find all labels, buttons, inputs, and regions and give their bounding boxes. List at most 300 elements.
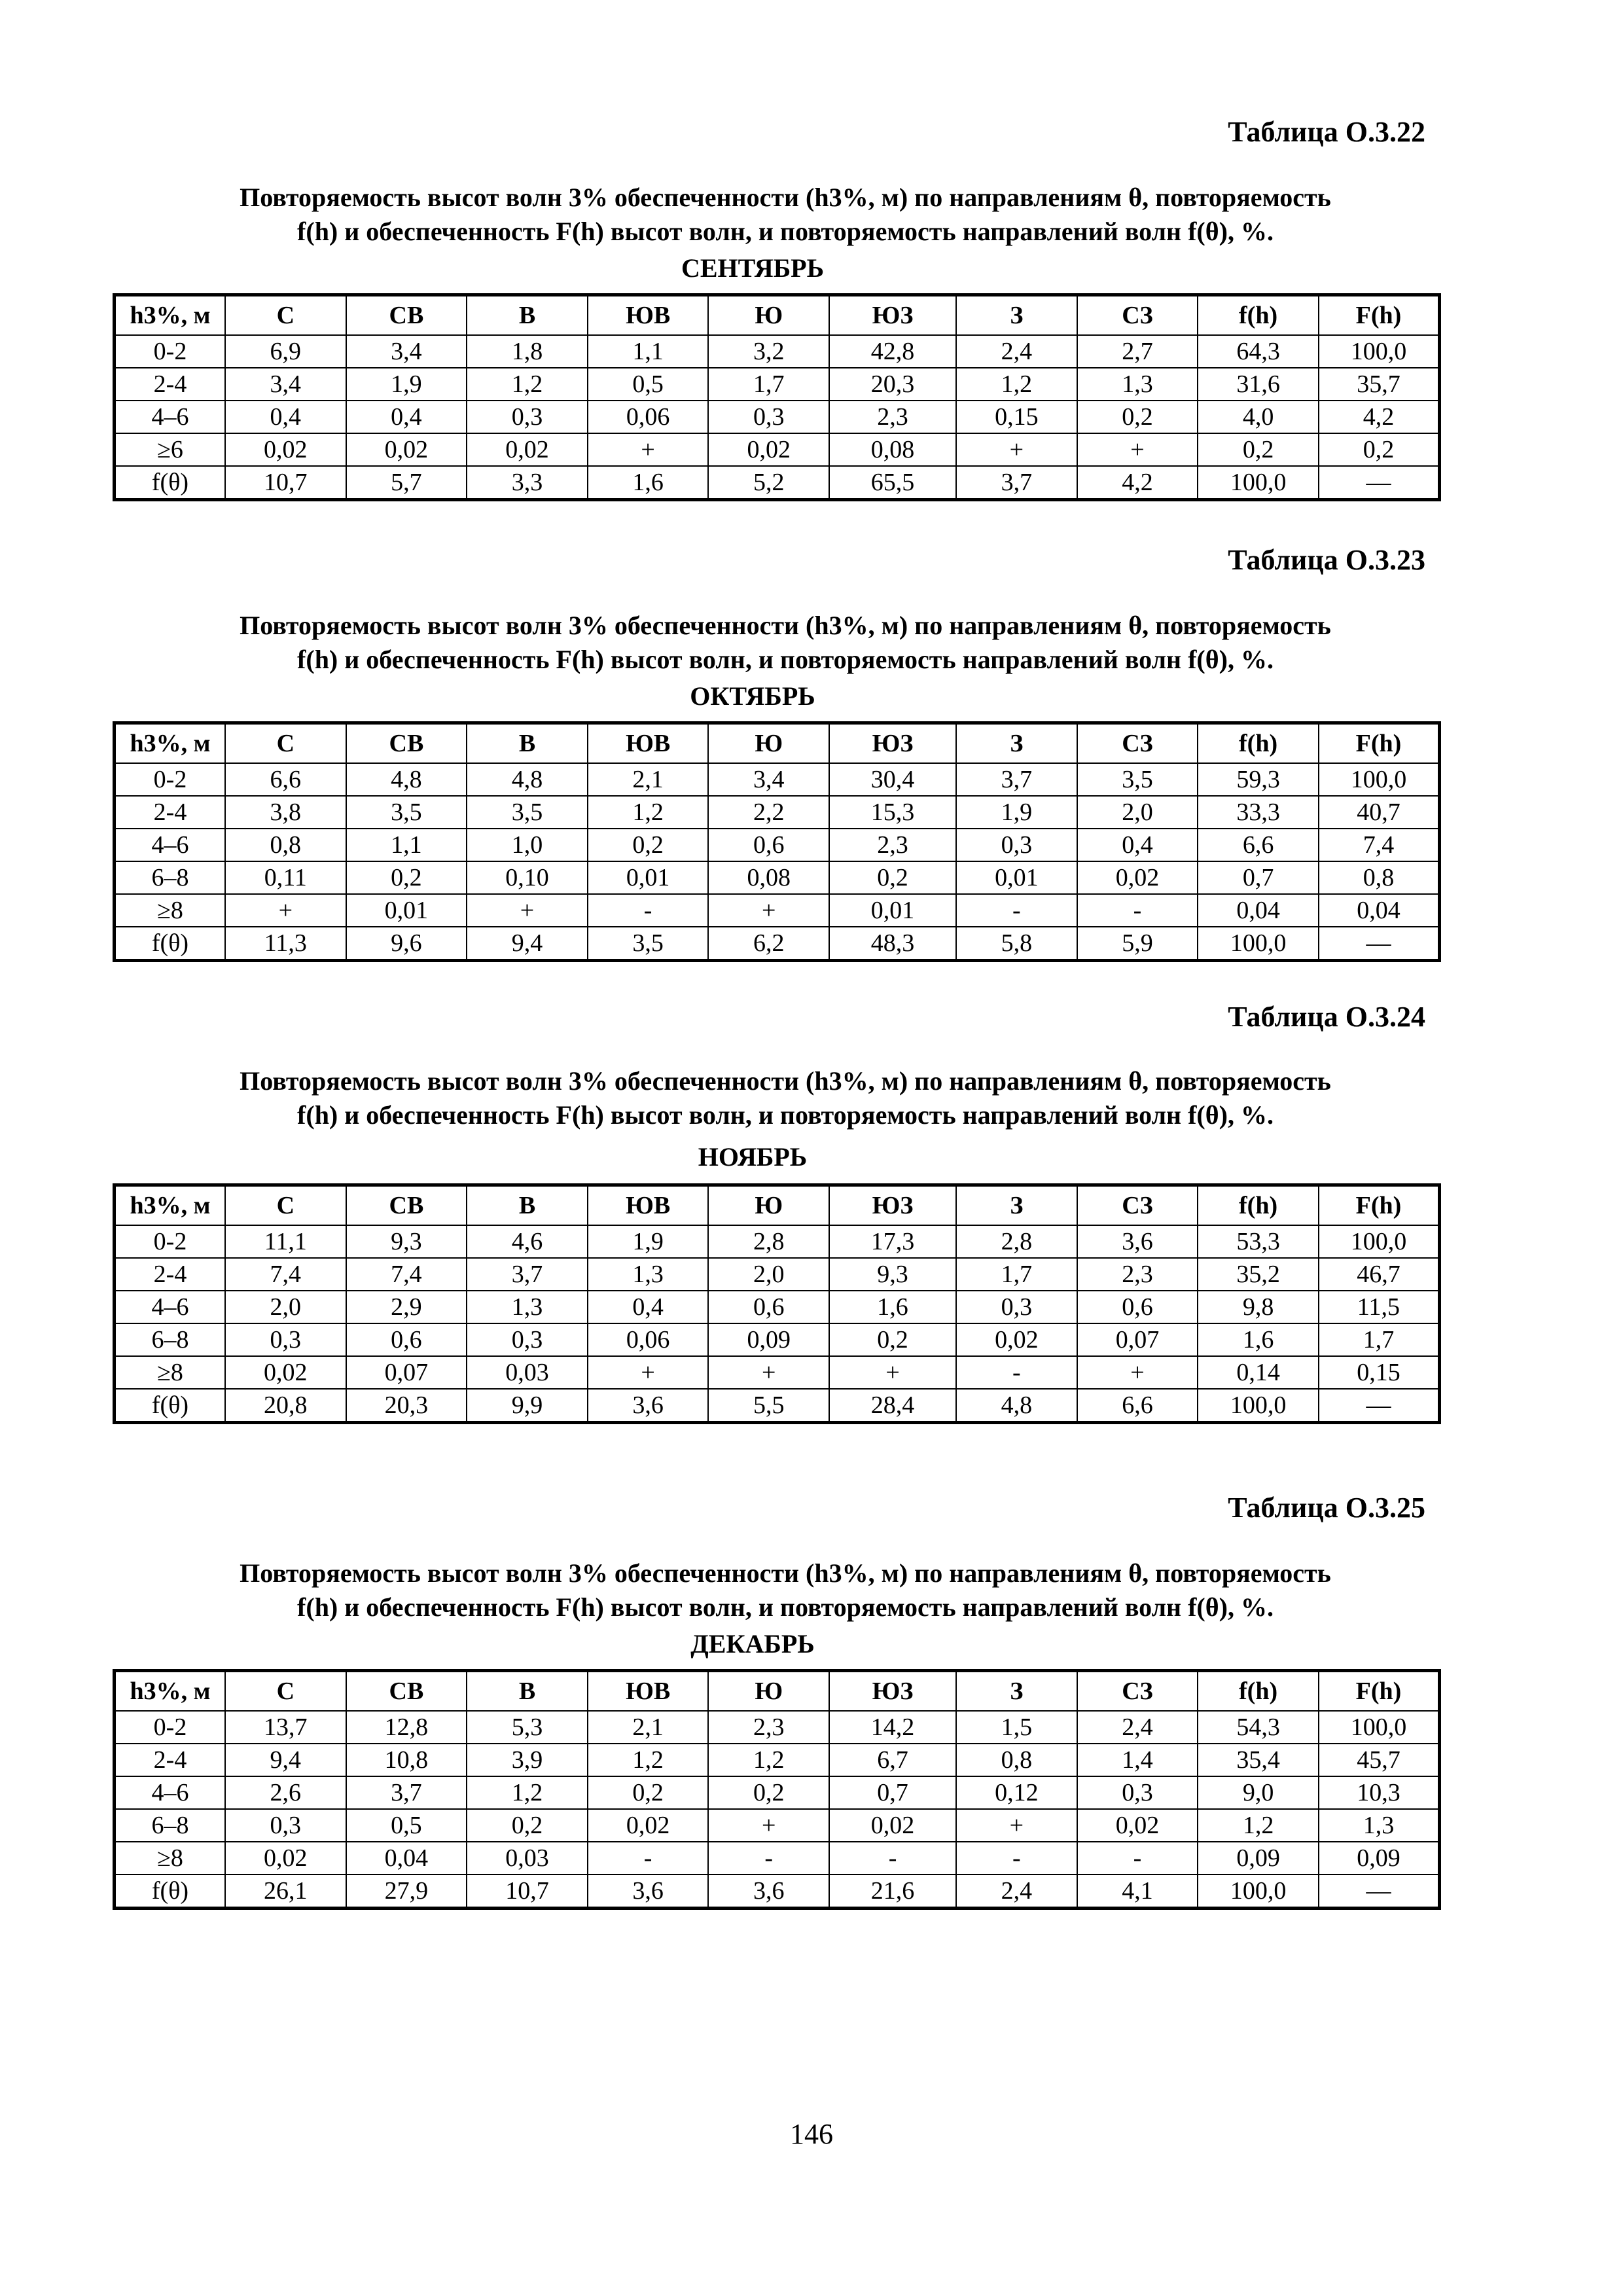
table-cell: 1,3 [1077, 368, 1198, 401]
column-header: С [225, 1185, 346, 1226]
table-cell: 4,8 [346, 763, 467, 796]
table-cell: 3,5 [467, 796, 588, 829]
table-cell: 2,3 [829, 401, 956, 433]
table-cell: 6,6 [1198, 829, 1319, 861]
table-cell: 1,6 [829, 1291, 956, 1323]
table-cell: 31,6 [1198, 368, 1319, 401]
table-cell: 0,08 [829, 433, 956, 466]
column-header: СЗ [1077, 723, 1198, 764]
table-cell: 4,8 [956, 1389, 1077, 1423]
table-cell: 0,14 [1198, 1356, 1319, 1389]
table-cell: 3,4 [708, 763, 829, 796]
table-cell: 27,9 [346, 1874, 467, 1909]
table-cell: 0,01 [346, 894, 467, 927]
table-cell: + [708, 1356, 829, 1389]
table-cell: 28,4 [829, 1389, 956, 1423]
table-cell: - [588, 1842, 709, 1874]
table-row [115, 927, 1440, 961]
table-cell: 0,02 [225, 1842, 346, 1874]
table-cell: 11,3 [225, 927, 346, 961]
column-header: ЮВ [588, 1185, 709, 1226]
month-title: НОЯБРЬ [698, 1142, 808, 1172]
table-header-row [115, 1185, 1440, 1226]
table-cell: 0,3 [956, 1291, 1077, 1323]
table-cell: 0,3 [1077, 1776, 1198, 1809]
row-header-cell: ≥6 [115, 433, 226, 466]
column-header: h3%, м [115, 295, 226, 336]
row-header-cell: ≥8 [115, 1356, 226, 1389]
column-header: С [225, 1671, 346, 1712]
column-header: h3%, м [115, 723, 226, 764]
table-cell: 0,09 [708, 1323, 829, 1356]
column-header: СЗ [1077, 1185, 1198, 1226]
table-cell: 0,4 [588, 1291, 709, 1323]
table-caption [131, 181, 1440, 249]
table-cell: 1,2 [588, 796, 709, 829]
table-cell: 0,01 [956, 861, 1077, 894]
table-cell: 1,6 [1198, 1323, 1319, 1356]
table-row [115, 1842, 1440, 1874]
table-row [115, 1711, 1440, 1744]
table-cell: — [1319, 927, 1440, 961]
table-cell: 0,6 [708, 1291, 829, 1323]
table-cell: 33,3 [1198, 796, 1319, 829]
table-cell: 1,2 [708, 1744, 829, 1776]
table-cell: 0,3 [708, 401, 829, 433]
table-cell: 1,2 [1198, 1809, 1319, 1842]
table-cell: 1,3 [588, 1258, 709, 1291]
table-cell: 100,0 [1319, 763, 1440, 796]
table-cell: 0,11 [225, 861, 346, 894]
table-cell: + [1077, 1356, 1198, 1389]
table-cell: 3,6 [588, 1874, 709, 1909]
table-cell: 1,6 [588, 466, 709, 500]
table-cell: 0,01 [588, 861, 709, 894]
column-header: ЮЗ [829, 295, 956, 336]
row-header-cell: ≥8 [115, 894, 226, 927]
table-cell: 2,9 [346, 1291, 467, 1323]
table-cell: 1,7 [956, 1258, 1077, 1291]
table-cell: 100,0 [1198, 466, 1319, 500]
table-caption [131, 1556, 1440, 1624]
column-header: ЮВ [588, 1671, 709, 1712]
table-cell: 35,2 [1198, 1258, 1319, 1291]
row-header-cell: 6–8 [115, 861, 226, 894]
table-cell: 3,4 [346, 335, 467, 368]
column-header: f(h) [1198, 1185, 1319, 1226]
table-cell: 0,8 [1319, 861, 1440, 894]
table-cell: 0,10 [467, 861, 588, 894]
table-cell: 1,1 [588, 335, 709, 368]
table-cell: 0,2 [588, 829, 709, 861]
column-header: В [467, 723, 588, 764]
table-cell: 100,0 [1198, 1874, 1319, 1909]
table-cell: 1,0 [467, 829, 588, 861]
column-header: СВ [346, 1185, 467, 1226]
row-header-cell: 4–6 [115, 1776, 226, 1809]
table-cell: 0,04 [1198, 894, 1319, 927]
table-cell: - [1077, 894, 1198, 927]
table-cell: 0,3 [956, 829, 1077, 861]
table-cell: 100,0 [1198, 1389, 1319, 1423]
row-header-cell: 2-4 [115, 1744, 226, 1776]
row-header-cell: 2-4 [115, 368, 226, 401]
table-cell: 10,7 [467, 1874, 588, 1909]
table-cell: 9,6 [346, 927, 467, 961]
table-cell: 3,5 [346, 796, 467, 829]
month-title: СЕНТЯБРЬ [681, 253, 825, 283]
table-cell: 1,2 [588, 1744, 709, 1776]
row-header-cell: 0-2 [115, 1225, 226, 1258]
row-header-cell: ≥8 [115, 1842, 226, 1874]
table-cell: 5,3 [467, 1711, 588, 1744]
table-row [115, 1323, 1440, 1356]
table-cell: 0,8 [956, 1744, 1077, 1776]
column-header: f(h) [1198, 1671, 1319, 1712]
table-cell: 0,02 [829, 1809, 956, 1842]
table-cell: 2,1 [588, 763, 709, 796]
table-cell: 2,0 [708, 1258, 829, 1291]
table-cell: 0,02 [467, 433, 588, 466]
table-cell: 0,8 [225, 829, 346, 861]
table-cell: 0,02 [956, 1323, 1077, 1356]
table-cell: - [956, 1842, 1077, 1874]
table-cell: 40,7 [1319, 796, 1440, 829]
column-header: F(h) [1319, 723, 1440, 764]
table-cell: 3,7 [467, 1258, 588, 1291]
row-header-cell: 2-4 [115, 1258, 226, 1291]
wave-table [113, 293, 1441, 501]
table-cell: 14,2 [829, 1711, 956, 1744]
wave-table [113, 1183, 1441, 1424]
table-header-row [115, 295, 1440, 336]
table-cell: 2,0 [1077, 796, 1198, 829]
table-cell: 1,3 [467, 1291, 588, 1323]
table-cell: 5,9 [1077, 927, 1198, 961]
table-cell: - [588, 894, 709, 927]
table-cell: + [956, 433, 1077, 466]
table-cell: + [588, 1356, 709, 1389]
table-cell: 3,6 [1077, 1225, 1198, 1258]
table-cell: — [1319, 1389, 1440, 1423]
table-row [115, 466, 1440, 500]
table-cell: 1,9 [346, 368, 467, 401]
caption-line: f(h) и обеспеченность F(h) высот волн, и повторяемость направлений волн f(θ), %. [297, 1100, 1274, 1130]
table-cell: 35,4 [1198, 1744, 1319, 1776]
column-header: В [467, 1185, 588, 1226]
table-cell: 7,4 [346, 1258, 467, 1291]
table-cell: 53,3 [1198, 1225, 1319, 1258]
column-header: ЮВ [588, 295, 709, 336]
table-header-row [115, 723, 1440, 764]
table-label: Таблица О.3.22 [1228, 116, 1425, 148]
table-cell: 0,02 [1077, 1809, 1198, 1842]
table-cell: 2,0 [225, 1291, 346, 1323]
column-header: ЮЗ [829, 1671, 956, 1712]
table-row [115, 796, 1440, 829]
table-row [115, 1291, 1440, 1323]
caption-line: Повторяемость высот волн 3% обеспеченности (h3%, м) по направлениям θ, повторяемость [240, 611, 1331, 640]
table-cell: — [1319, 1874, 1440, 1909]
table-cell: 0,03 [467, 1842, 588, 1874]
table-cell: 0,2 [1198, 433, 1319, 466]
table-cell: 2,4 [1077, 1711, 1198, 1744]
table-cell: 11,1 [225, 1225, 346, 1258]
table-cell: 59,3 [1198, 763, 1319, 796]
table-cell: 10,3 [1319, 1776, 1440, 1809]
table-cell: 0,3 [225, 1809, 346, 1842]
table-cell: 3,3 [467, 466, 588, 500]
table-cell: 1,9 [588, 1225, 709, 1258]
table-cell: 0,7 [829, 1776, 956, 1809]
row-header-cell: 4–6 [115, 829, 226, 861]
table-cell: 4,0 [1198, 401, 1319, 433]
table-cell: 0,12 [956, 1776, 1077, 1809]
column-header: В [467, 1671, 588, 1712]
table-cell: 2,3 [829, 829, 956, 861]
table-cell: 0,2 [588, 1776, 709, 1809]
table-cell: 4,2 [1319, 401, 1440, 433]
table-cell: + [467, 894, 588, 927]
table-cell: 100,0 [1319, 1225, 1440, 1258]
table-cell: 0,3 [467, 401, 588, 433]
table-cell: 5,5 [708, 1389, 829, 1423]
column-header: СВ [346, 1671, 467, 1712]
table-cell: 5,2 [708, 466, 829, 500]
caption-line: Повторяемость высот волн 3% обеспеченности (h3%, м) по направлениям θ, повторяемость [240, 1066, 1331, 1096]
table-row [115, 763, 1440, 796]
table-cell: 0,15 [956, 401, 1077, 433]
table-cell: 0,02 [225, 433, 346, 466]
table-cell: 2,3 [1077, 1258, 1198, 1291]
column-header: ЮЗ [829, 1185, 956, 1226]
table-cell: 0,7 [1198, 861, 1319, 894]
column-header: В [467, 295, 588, 336]
table-cell: 100,0 [1319, 1711, 1440, 1744]
wave-table [113, 1669, 1441, 1910]
table-cell: 0,4 [346, 401, 467, 433]
table-cell: 9,0 [1198, 1776, 1319, 1809]
caption-line: f(h) и обеспеченность F(h) высот волн, и повторяемость направлений волн f(θ), %. [297, 645, 1274, 674]
table-cell: 0,15 [1319, 1356, 1440, 1389]
table-cell: 13,7 [225, 1711, 346, 1744]
table-cell: 0,2 [708, 1776, 829, 1809]
table-cell: 9,4 [225, 1744, 346, 1776]
row-header-cell: 0-2 [115, 1711, 226, 1744]
column-header: СЗ [1077, 295, 1198, 336]
row-header-cell: 0-2 [115, 335, 226, 368]
table-header-row [115, 1671, 1440, 1712]
table-cell: 45,7 [1319, 1744, 1440, 1776]
table-cell: 0,5 [346, 1809, 467, 1842]
table-cell: 26,1 [225, 1874, 346, 1909]
table-cell: 100,0 [1319, 335, 1440, 368]
table-cell: 0,3 [225, 1323, 346, 1356]
table-cell: 3,6 [588, 1389, 709, 1423]
column-header: F(h) [1319, 1185, 1440, 1226]
table-cell: 1,7 [708, 368, 829, 401]
table-cell: 0,06 [588, 1323, 709, 1356]
month-title: ДЕКАБРЬ [690, 1629, 815, 1659]
row-header-cell: 6–8 [115, 1809, 226, 1842]
table-caption [131, 1064, 1440, 1132]
table-cell: 10,7 [225, 466, 346, 500]
table-cell: 1,2 [467, 1776, 588, 1809]
column-header: З [956, 295, 1077, 336]
table-cell: 4,8 [467, 763, 588, 796]
table-cell: 100,0 [1198, 927, 1319, 961]
table-row [115, 1809, 1440, 1842]
table-cell: - [708, 1842, 829, 1874]
row-header-cell: f(θ) [115, 1874, 226, 1909]
table-cell: 1,1 [346, 829, 467, 861]
wave-table [113, 721, 1441, 962]
column-header: h3%, м [115, 1185, 226, 1226]
table-cell: 48,3 [829, 927, 956, 961]
column-header: F(h) [1319, 1671, 1440, 1712]
table-cell: 0,6 [1077, 1291, 1198, 1323]
table-cell: 9,4 [467, 927, 588, 961]
row-header-cell: 6–8 [115, 1323, 226, 1356]
table-cell: 54,3 [1198, 1711, 1319, 1744]
table-cell: 2,4 [956, 335, 1077, 368]
table-cell: 5,7 [346, 466, 467, 500]
table-cell: 0,09 [1319, 1842, 1440, 1874]
table-label: Таблица О.3.25 [1228, 1492, 1425, 1524]
row-header-cell: 2-4 [115, 796, 226, 829]
table-cell: 35,7 [1319, 368, 1440, 401]
table-cell: 9,9 [467, 1389, 588, 1423]
table-cell: 9,3 [346, 1225, 467, 1258]
table-row [115, 1258, 1440, 1291]
table-cell: 0,02 [1077, 861, 1198, 894]
table-cell: 4,1 [1077, 1874, 1198, 1909]
table-cell: 64,3 [1198, 335, 1319, 368]
caption-line: f(h) и обеспеченность F(h) высот волн, и повторяемость направлений волн f(θ), %. [297, 217, 1274, 246]
table-cell: 2,8 [708, 1225, 829, 1258]
column-header: F(h) [1319, 295, 1440, 336]
table-cell: + [1077, 433, 1198, 466]
table-cell: 3,4 [225, 368, 346, 401]
table-cell: 6,6 [225, 763, 346, 796]
table-row [115, 1776, 1440, 1809]
table-cell: - [956, 894, 1077, 927]
table-row [115, 1874, 1440, 1909]
table-cell: 42,8 [829, 335, 956, 368]
table-cell: 0,2 [829, 1323, 956, 1356]
table-cell: 1,2 [956, 368, 1077, 401]
row-header-cell: 4–6 [115, 1291, 226, 1323]
table-cell: 0,06 [588, 401, 709, 433]
table-cell: 0,02 [346, 433, 467, 466]
column-header: З [956, 723, 1077, 764]
column-header: Ю [708, 295, 829, 336]
table-cell: 3,7 [346, 1776, 467, 1809]
column-header: СВ [346, 723, 467, 764]
table-row [115, 1356, 1440, 1389]
column-header: h3%, м [115, 1671, 226, 1712]
table-cell: 5,8 [956, 927, 1077, 961]
column-header: З [956, 1185, 1077, 1226]
column-header: ЮВ [588, 723, 709, 764]
table-cell: 2,7 [1077, 335, 1198, 368]
table-cell: + [225, 894, 346, 927]
table-cell: 1,4 [1077, 1744, 1198, 1776]
table-cell: 11,5 [1319, 1291, 1440, 1323]
table-cell: 0,01 [829, 894, 956, 927]
table-cell: 1,8 [467, 335, 588, 368]
table-cell: 6,9 [225, 335, 346, 368]
row-header-cell: 0-2 [115, 763, 226, 796]
table-cell: 0,4 [1077, 829, 1198, 861]
column-header: С [225, 723, 346, 764]
table-cell: 0,2 [467, 1809, 588, 1842]
table-cell: 0,02 [588, 1809, 709, 1842]
table-cell: 6,7 [829, 1744, 956, 1776]
table-cell: 21,6 [829, 1874, 956, 1909]
table-row [115, 401, 1440, 433]
table-cell: 2,6 [225, 1776, 346, 1809]
table-cell: - [1077, 1842, 1198, 1874]
table-caption [131, 609, 1440, 677]
table-cell: 2,8 [956, 1225, 1077, 1258]
table-cell: 3,5 [588, 927, 709, 961]
row-header-cell: f(θ) [115, 1389, 226, 1423]
table-cell: + [708, 894, 829, 927]
table-cell: 7,4 [225, 1258, 346, 1291]
column-header: Ю [708, 1185, 829, 1226]
column-header: ЮЗ [829, 723, 956, 764]
row-header-cell: f(θ) [115, 466, 226, 500]
column-header: С [225, 295, 346, 336]
column-header: СЗ [1077, 1671, 1198, 1712]
table-cell: 20,3 [346, 1389, 467, 1423]
table-cell: 0,02 [708, 433, 829, 466]
table-cell: 0,6 [708, 829, 829, 861]
table-cell: 10,8 [346, 1744, 467, 1776]
table-row [115, 433, 1440, 466]
table-row [115, 1744, 1440, 1776]
table-cell: 2,1 [588, 1711, 709, 1744]
column-header: Ю [708, 723, 829, 764]
table-cell: 0,09 [1198, 1842, 1319, 1874]
table-row [115, 335, 1440, 368]
table-cell: 12,8 [346, 1711, 467, 1744]
column-header: Ю [708, 1671, 829, 1712]
table-cell: + [956, 1809, 1077, 1842]
table-cell: 0,2 [346, 861, 467, 894]
table-cell: 3,6 [708, 1874, 829, 1909]
table-cell: 0,6 [346, 1323, 467, 1356]
row-header-cell: 4–6 [115, 401, 226, 433]
page-number: 146 [790, 2118, 833, 2150]
table-cell: 3,7 [956, 763, 1077, 796]
table-label: Таблица О.3.23 [1228, 544, 1425, 576]
table-cell: 9,8 [1198, 1291, 1319, 1323]
table-label: Таблица О.3.24 [1228, 1001, 1425, 1033]
table-cell: 3,9 [467, 1744, 588, 1776]
table-cell: 0,2 [829, 861, 956, 894]
table-cell: 0,07 [1077, 1323, 1198, 1356]
caption-line: Повторяемость высот волн 3% обеспеченности (h3%, м) по направлениям θ, повторяемость [240, 1558, 1331, 1588]
table-cell: 15,3 [829, 796, 956, 829]
table-cell: 0,2 [1319, 433, 1440, 466]
column-header: f(h) [1198, 723, 1319, 764]
table-cell: - [956, 1356, 1077, 1389]
row-header-cell: f(θ) [115, 927, 226, 961]
table-cell: 1,3 [1319, 1809, 1440, 1842]
month-title: ОКТЯБРЬ [690, 681, 815, 711]
